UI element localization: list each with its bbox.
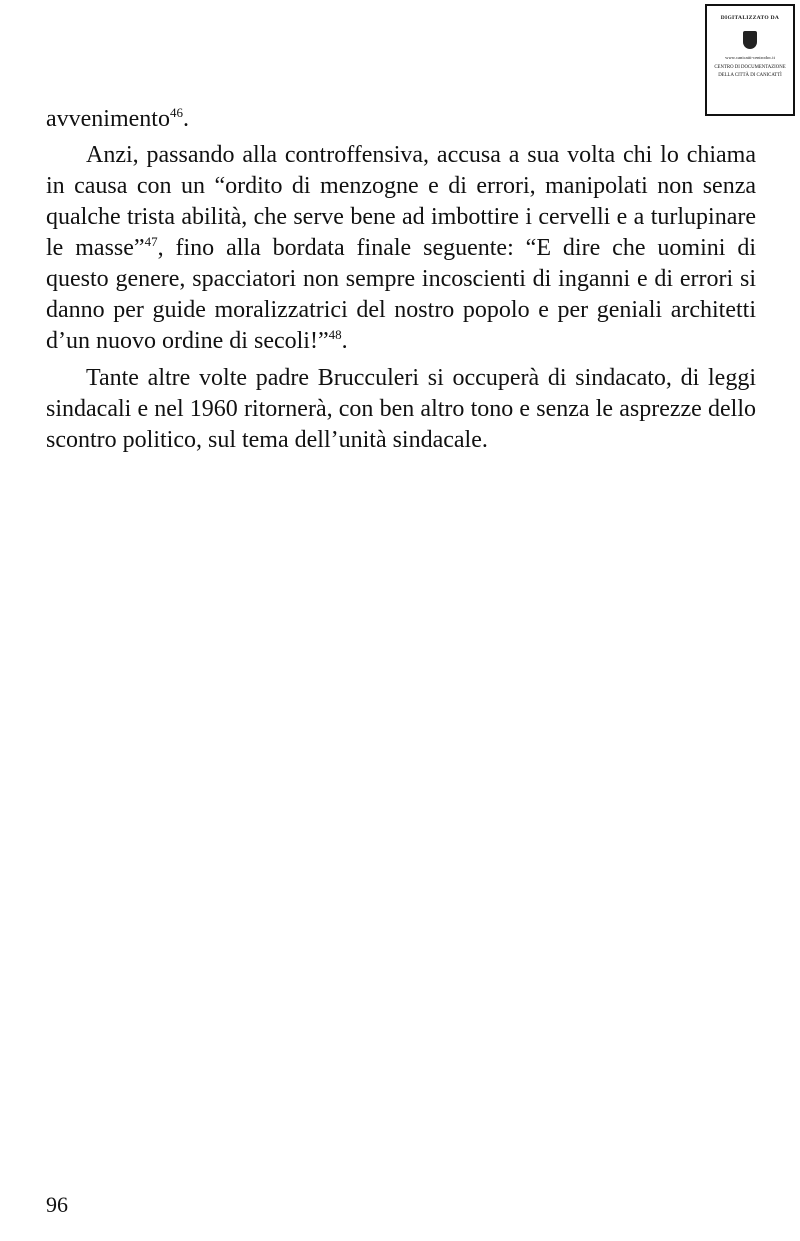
paragraph-tail: . [182, 106, 189, 132]
paragraph-tail: . [341, 328, 348, 354]
paragraph-controffensiva [46, 140, 756, 357]
page-number: 96 [46, 1192, 68, 1217]
paragraph-text-part-1: Anzi, passando alla controffensiva, accusa a sua volta chi lo chiama in causa con un “ordito di menzogne e di errori, manipolati non senza qualche trista abilità, che serve bene ad imbottire i cervelli e a turlupinare le masse” [46, 142, 756, 261]
paragraph-brucculeri [46, 363, 756, 456]
coat-of-arms-icon [743, 31, 757, 49]
paragraph-text-part-2: , fino alla bordata finale seguente: “E dire che uomini di questo genere, spacciatori non sempre incoscienti di inganni e di errori si danno per guide moralizzatrici del nostro popolo e per geniali architetti d’un nuovo ordine di secoli!” [46, 235, 756, 354]
paragraph-text: avvenimento [46, 106, 170, 132]
paragraph-text: Tante altre volte padre Brucculeri si occuperà di sindacato, di leggi sindacali e nel 1960 ritornerà, con ben altro tono e senza le asprezze dello scontro politico, sul tema dell’unità sindacale. [46, 365, 756, 453]
stamp-url: www.canicatti-centrodoc.it [725, 55, 775, 60]
digitization-stamp [705, 4, 795, 116]
footnote-ref-46: 46 [169, 105, 183, 120]
footnote-ref-48: 48 [328, 327, 342, 342]
stamp-line-2: DELLA CITTÀ DI CANICATTÌ [718, 73, 782, 78]
footnote-ref-47: 47 [144, 234, 158, 249]
stamp-line-1: CENTRO DI DOCUMENTAZIONE [714, 65, 786, 70]
stamp-title: DIGITALIZZATO DA [720, 15, 780, 21]
paragraph-continuation [46, 104, 756, 135]
